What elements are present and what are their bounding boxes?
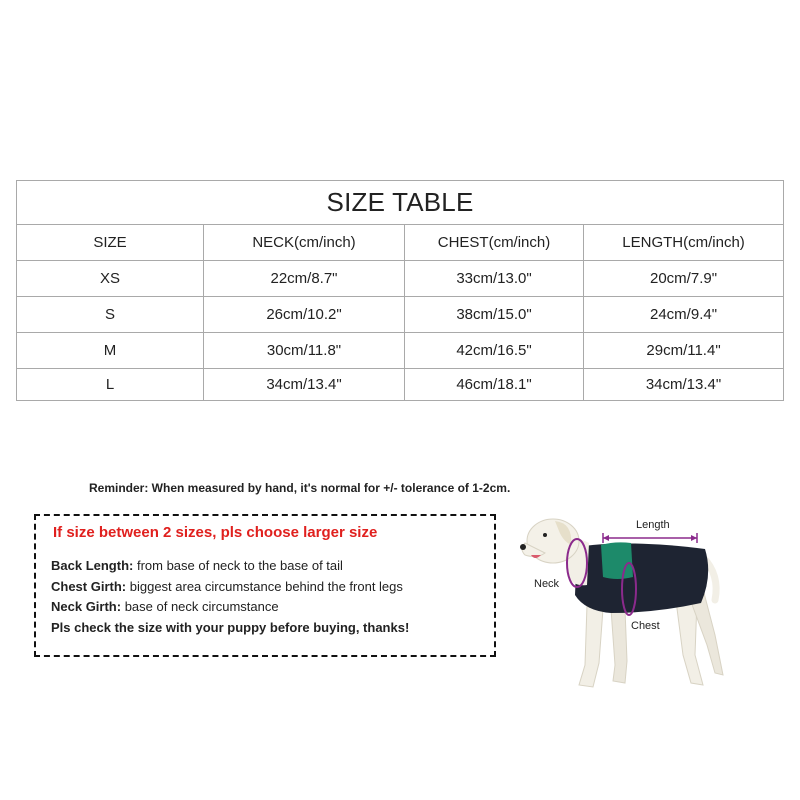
size-cell: XS [17, 261, 204, 297]
table-row [17, 261, 784, 297]
length-cell: 20cm/7.9" [584, 261, 784, 297]
length-arrow-left [603, 535, 609, 541]
neck-cell: 34cm/13.4" [204, 369, 405, 401]
guide-text: from base of neck to the base of tail [133, 558, 343, 573]
guide-line-back-length [51, 556, 409, 577]
neck-cell: 30cm/11.8" [204, 333, 405, 369]
dog-coat [575, 543, 708, 613]
dog-measurement-figure [515, 505, 735, 695]
table-row [17, 333, 784, 369]
header-neck: NECK(cm/inch) [204, 225, 405, 261]
dog-front-leg [579, 605, 603, 687]
length-arrow-right [691, 535, 697, 541]
chest-cell: 42cm/16.5" [405, 333, 584, 369]
dog-front-leg [611, 609, 627, 683]
neck-label: Neck [534, 578, 560, 590]
table-row [17, 369, 784, 401]
neck-cell: 26cm/10.2" [204, 297, 405, 333]
size-table [16, 180, 784, 401]
header-length: LENGTH(cm/inch) [584, 225, 784, 261]
dog-eye [543, 533, 547, 537]
guide-line-neck-girth [51, 597, 409, 618]
guide-line-chest-girth [51, 577, 409, 598]
chest-label: Chest [631, 620, 660, 632]
sizing-info-box [34, 514, 496, 657]
size-cell: M [17, 333, 204, 369]
chest-cell: 33cm/13.0" [405, 261, 584, 297]
length-label: Length [636, 519, 670, 531]
dog-nose [520, 544, 526, 550]
length-cell: 24cm/9.4" [584, 297, 784, 333]
tolerance-reminder: Reminder: When measured by hand, it's normal for +/- tolerance of 1-2cm. [89, 481, 511, 495]
coat-green-panel [601, 542, 633, 579]
chest-cell: 46cm/18.1" [405, 369, 584, 401]
table-row [17, 297, 784, 333]
length-cell: 29cm/11.4" [584, 333, 784, 369]
guide-label: Chest Girth: [51, 578, 127, 594]
length-cell: 34cm/13.4" [584, 369, 784, 401]
size-cell: L [17, 369, 204, 401]
table-header-row [17, 225, 784, 261]
guide-text: base of neck circumstance [121, 599, 279, 614]
measurement-guide [51, 556, 409, 638]
header-size: SIZE [17, 225, 204, 261]
guide-label: Back Length: [51, 558, 134, 573]
chest-cell: 38cm/15.0" [405, 297, 584, 333]
header-chest: CHEST(cm/inch) [405, 225, 584, 261]
size-advice-title: If size between 2 sizes, pls choose larger size [53, 524, 378, 541]
guide-label: Neck Girth: [51, 599, 122, 614]
size-cell: S [17, 297, 204, 333]
neck-cell: 22cm/8.7" [204, 261, 405, 297]
table-title: SIZE TABLE [17, 181, 784, 225]
guide-text: biggest area circumstance behind the front legs [126, 578, 403, 594]
check-size-note: Pls check the size with your puppy before buying, thanks! [51, 619, 410, 635]
dog-illustration [515, 505, 735, 695]
